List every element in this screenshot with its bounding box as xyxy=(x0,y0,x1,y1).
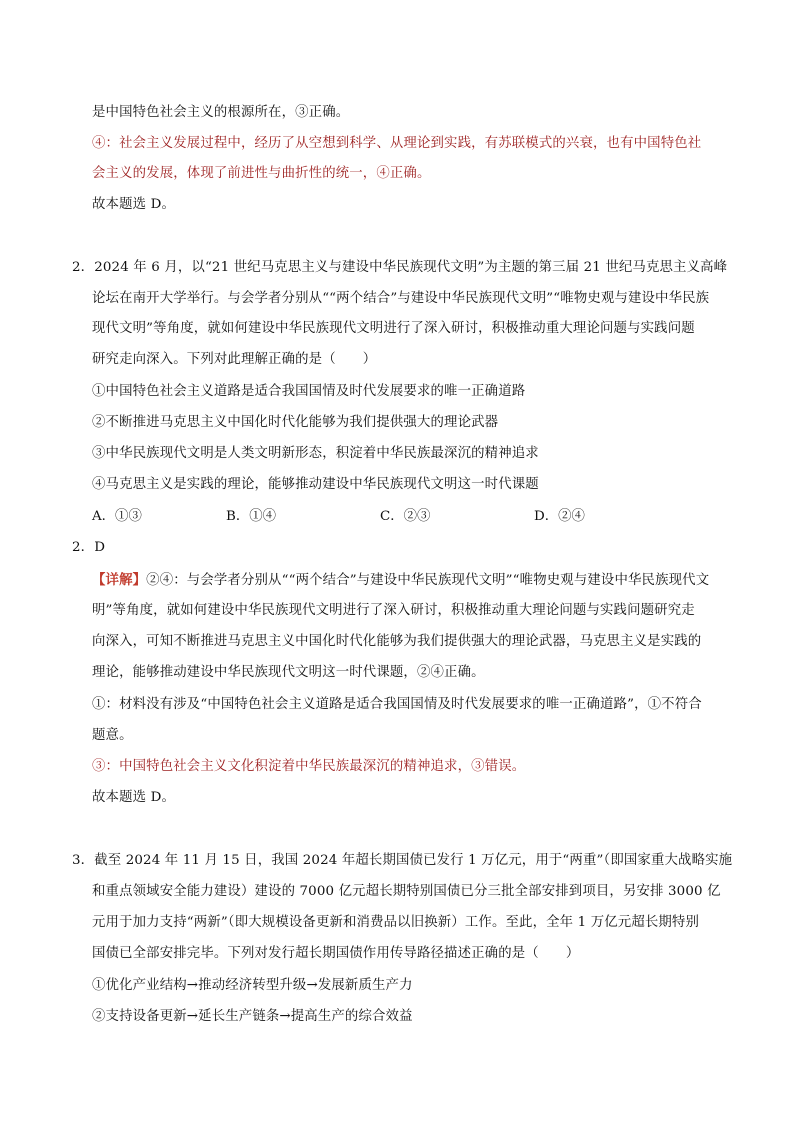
q3-statement: ②支持设备更新→延长生产链条→提高生产的综合效益 xyxy=(92,1009,413,1024)
q1-tail-line: 是中国特色社会主义的根源所在，③正确。 xyxy=(92,105,350,120)
q2-stem-line: 论坛在南开大学举行。与会学者分别从““两个结合”与建设中华民族现代文明”“唯物史观与建设中华民族 xyxy=(92,291,710,306)
q3-stem-line: 国债已全部安排完毕。下列对发行超长期国债作用传导路径描述正确的是（ ） xyxy=(92,946,580,961)
q3-stem-line: 元用于加力支持“两新”（即大规模设备更新和消费品以旧换新）工作。至此，全年 1 万亿元超长期特别 xyxy=(92,915,700,930)
q1-tail-line: ④：社会主义发展过程中，经历了从空想到科学、从理论到实践，有苏联模式的兴衰，也有中国特色社 xyxy=(92,136,702,151)
q2-statement: ②不断推进马克思主义中国化时代化能够为我们提供强大的理论武器 xyxy=(92,415,499,430)
q2-conclusion: 故本题选 D。 xyxy=(92,790,175,805)
q2-detail-line: ①：材料没有涉及“中国特色社会主义道路是适合我国国情及时代发展要求的唯一正确道路”，①不符合 xyxy=(92,697,702,712)
q2-option-d: D．②④ xyxy=(534,509,585,524)
q2-detail-line xyxy=(92,570,709,591)
q2-detail-line: ③：中国特色社会主义文化积淀着中华民族最深沉的精神追求，③错误。 xyxy=(92,759,526,774)
q2-statement: ①中国特色社会主义道路是适合我国国情及时代发展要求的唯一正确道路 xyxy=(92,384,526,399)
q2-stem-line: 研究走向深入。下列对此理解正确的是（ ） xyxy=(92,352,377,367)
q2-option-a: A．①③ xyxy=(92,509,142,524)
q1-tail-line: 会主义的发展，体现了前进性与曲折性的统一，④正确。 xyxy=(92,166,431,181)
q2-answer: 2．D xyxy=(72,540,106,555)
q2-detail-line: 理论，能够推动建设中华民族现代文明这一时代课题，②④正确。 xyxy=(92,665,485,680)
q3-statement: ①优化产业结构→推动经济转型升级→发展新质生产力 xyxy=(92,978,413,993)
q2-statement: ④马克思主义是实践的理论，能够推动建设中华民族现代文明这一时代课题 xyxy=(92,477,539,492)
q2-stem-line: 现代文明”等角度，就如何建设中华民族现代文明进行了深入研讨，积极推动重大理论问题与实践问题 xyxy=(92,321,695,336)
detail-text: ②④：与会学者分别从““两个结合”与建设中华民族现代文明”“唯物史观与建设中华民族现代文 xyxy=(146,573,710,588)
q2-stem-line: 2．2024 年 6 月，以“21 世纪马克思主义与建设中华民族现代文明”为主题的第三届 21 世纪马克思主义高峰 xyxy=(72,260,728,275)
q2-detail-line: 明”等角度，就如何建设中华民族现代文明进行了深入研讨，积极推动重大理论问题与实践问题研究走 xyxy=(92,603,695,618)
q1-conclusion: 故本题选 D。 xyxy=(92,197,175,212)
q2-option-c: C．②③ xyxy=(380,509,431,524)
detail-tag: 【详解】 xyxy=(92,572,147,588)
q3-stem-line: 3．截至 2024 年 11 月 15 日，我国 2024 年超长期国债已发行 1 万亿元，用于“两重”（即国家重大战略实施 xyxy=(72,853,733,868)
q2-detail-line: 向深入，可知不断推进马克思主义中国化时代化能够为我们提供强大的理论武器，马克思主义是实践的 xyxy=(92,634,702,649)
q2-statement: ③中华民族现代文明是人类文明新形态，积淀着中华民族最深沉的精神追求 xyxy=(92,446,539,461)
q2-option-b: B．①④ xyxy=(226,509,277,524)
q3-stem-line: 和重点领域安全能力建设）建设的 7000 亿元超长期特别国债已分三批全部安排到项目，另安排 3000 亿 xyxy=(92,884,721,899)
q2-detail-line: 题意。 xyxy=(92,728,133,743)
